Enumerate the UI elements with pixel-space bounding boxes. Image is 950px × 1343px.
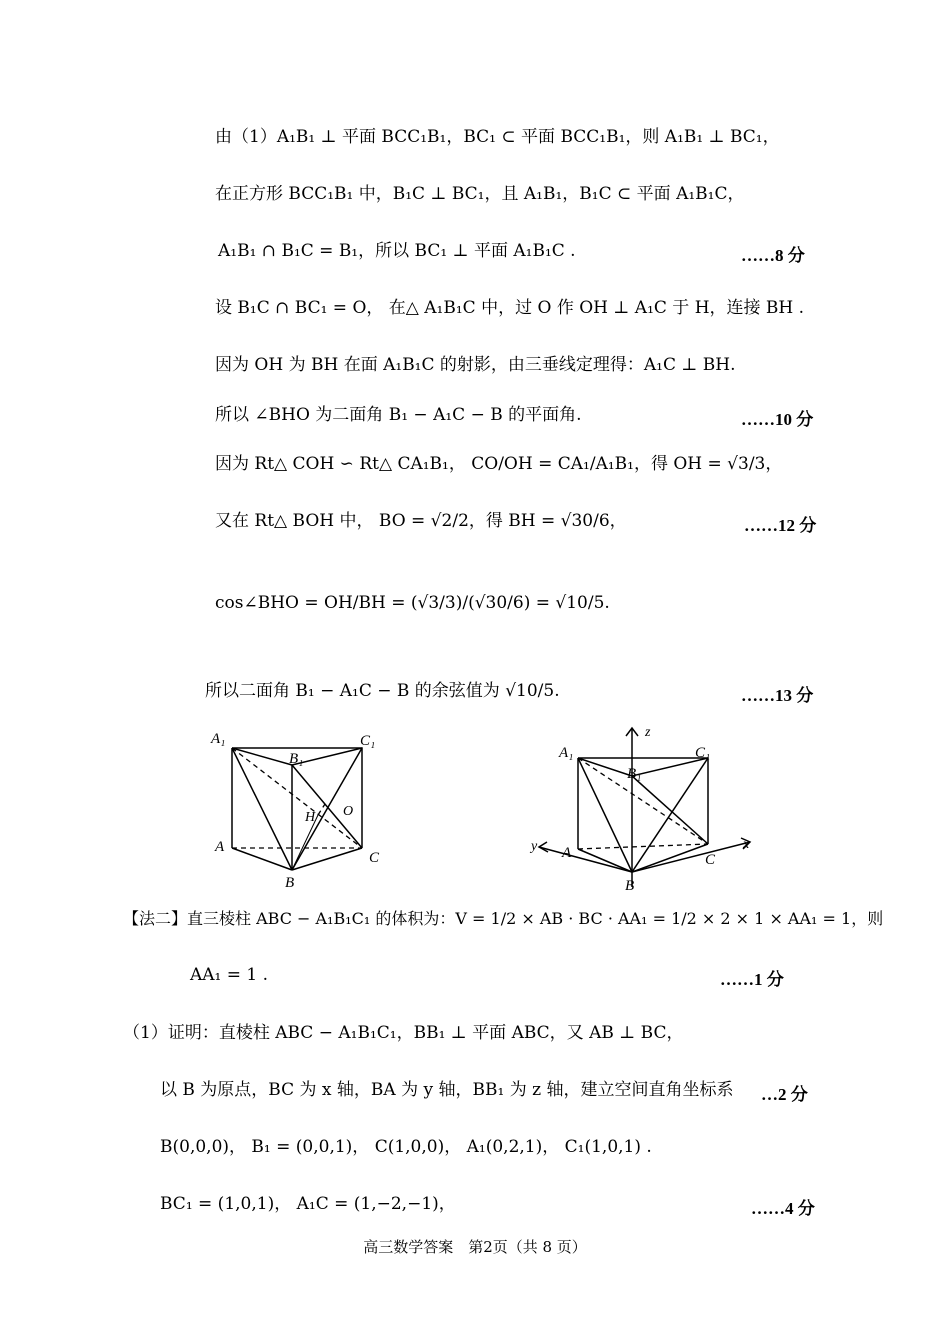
label-a1: A₁ <box>211 731 226 747</box>
prism-figure-right <box>525 722 765 894</box>
label-a-2: A <box>562 845 572 861</box>
score-12: ……12 分 <box>744 516 817 535</box>
label-y-axis: y <box>531 839 538 854</box>
score-8: ……8 分 <box>741 246 805 265</box>
score-10: ……10 分 <box>741 410 814 429</box>
label-c1-2: C₁ <box>695 745 711 761</box>
label-c1: C₁ <box>360 733 376 749</box>
text-line-6: 所以 ∠BHO 为二面角 B₁ − A₁C − B 的平面角. <box>215 405 582 425</box>
label-a1-2: A₁ <box>559 745 574 761</box>
text-line-13: （1）证明：直棱柱 ABC − A₁B₁C₁，BB₁ ⊥ 平面 ABC，又 AB ⊥ BC， <box>123 1023 684 1043</box>
text-line-4: 设 B₁C ∩ BC₁ = O， 在△ A₁B₁C 中，过 O 作 OH ⊥ A₁C 于 H，连接 BH . <box>215 298 805 318</box>
label-x-axis: x <box>743 837 750 852</box>
text-line-11: 【法二】直三棱柱 ABC − A₁B₁C₁ 的体积为：V = 1/2 × AB · BC · AA₁ = 1/2 × 2 × 1 × AA₁ = 1，则 <box>123 909 884 928</box>
score-1: ……1 分 <box>720 970 784 989</box>
label-c-2: C <box>705 852 716 868</box>
score-4: ……4 分 <box>751 1199 815 1218</box>
score-13: ……13 分 <box>741 686 814 705</box>
text-line-7: 因为 Rt△ COH ∽ Rt△ CA₁B₁， CO/OH = CA₁/A₁B₁，得 OH = √3/3， <box>215 454 783 474</box>
text-line-15: B(0,0,0)， B₁ = (0,0,1)， C(1,0,0)， A₁(0,2,1)， C₁(1,0,1) . <box>160 1137 652 1157</box>
label-h: H <box>305 810 316 825</box>
score-2: …2 分 <box>761 1085 808 1104</box>
label-z-axis: z <box>645 725 651 740</box>
text-line-3: A₁B₁ ∩ B₁C = B₁，所以 BC₁ ⊥ 平面 A₁B₁C . <box>218 241 576 261</box>
page-footer: 高三数学答案 第2页（共 8 页） <box>363 1238 587 1256</box>
prism-figure-left <box>205 725 405 890</box>
text-line-16: BC₁ = (1,0,1)， A₁C = (1,−2,−1)， <box>160 1194 456 1214</box>
label-o: O <box>343 804 354 819</box>
label-b: B <box>285 875 295 890</box>
text-line-12: AA₁ = 1 . <box>190 965 269 985</box>
text-line-10: 所以二面角 B₁ − A₁C − B 的余弦值为 √10/5. <box>205 681 560 701</box>
label-b1: B₁ <box>289 751 304 767</box>
label-b1-2: B₁ <box>627 766 642 782</box>
text-line-1: 由（1）A₁B₁ ⊥ 平面 BCC₁B₁，BC₁ ⊂ 平面 BCC₁B₁，则 A₁B₁ ⊥ BC₁， <box>215 127 780 147</box>
text-line-2: 在正方形 BCC₁B₁ 中，B₁C ⊥ BC₁，且 A₁B₁，B₁C ⊂ 平面 A₁B₁C， <box>215 184 745 204</box>
text-line-14: 以 B 为原点，BC 为 x 轴，BA 为 y 轴，BB₁ 为 z 轴，建立空间直角坐标系 <box>160 1080 734 1100</box>
text-line-9: cos∠BHO = OH/BH = (√3/3)/(√30/6) = √10/5. <box>215 593 610 613</box>
label-b-2: B <box>625 878 635 894</box>
label-a: A <box>215 839 225 855</box>
label-c: C <box>369 850 380 866</box>
text-line-8: 又在 Rt△ BOH 中， BO = √2/2，得 BH = √30/6， <box>215 511 627 531</box>
text-line-5: 因为 OH 为 BH 在面 A₁B₁C 的射影，由三垂线定理得：A₁C ⊥ BH. <box>215 355 736 375</box>
